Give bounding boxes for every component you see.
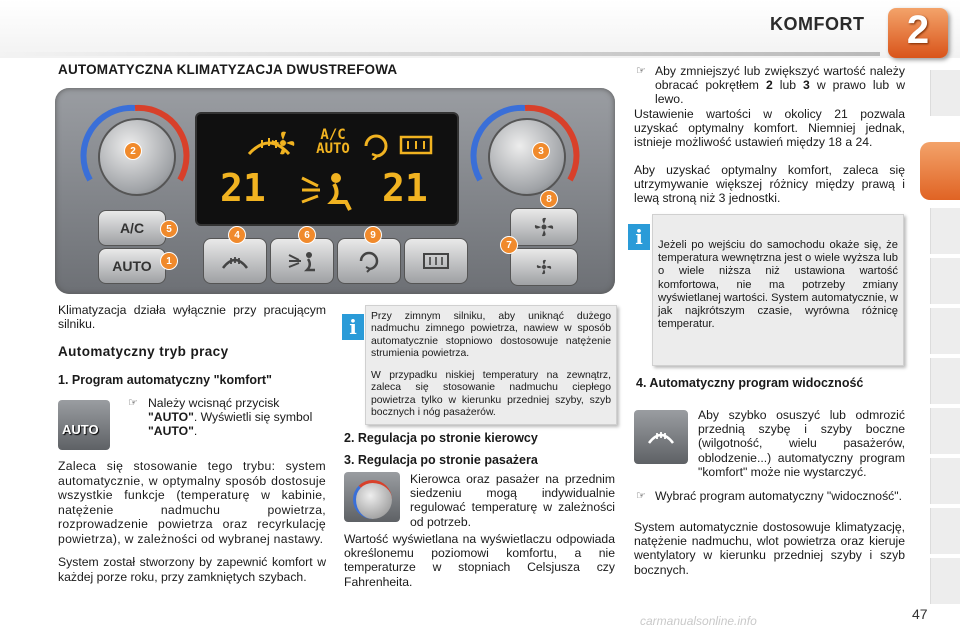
fan-large-icon (533, 216, 555, 238)
display-value-text: Wartość wyświetlana na wyświetlaczu odpowiada określonemu poziomowi komfortu, a nie temperaturze w stopniach Celsjusza czy Fahrenheita. (344, 532, 615, 589)
marker-8: 8 (540, 190, 558, 208)
optimal-value-text: Ustawienie wartości w okolicy 21 pozwala uzyskać optymalny komfort. Niemniej jednak, istnieje możliwość ustawień między 18 a 24. (634, 107, 905, 150)
side-tab[interactable] (930, 258, 960, 304)
windscreen-defrost-icon (220, 251, 250, 271)
info-temperature-text: Jeżeli po wejściu do samochodu okaże się, że temperatura wewnętrzna jest o wiele wyższa lub o wiele niższa niż ustawiona wartość komfortowa, nie ma potrzeby zmiany wyświetlanej wartości. System automatycznie, w jak najkrótszym czasie, wyrówna różnicę temperatur. (658, 239, 898, 331)
marker-5: 5 (160, 220, 178, 238)
marker-9: 9 (364, 226, 382, 244)
recirculation-icon (360, 132, 392, 160)
ac-button[interactable]: A/C (98, 210, 166, 246)
section-title: AUTOMATYCZNA KLIMATYZACJA DWUSTREFOWA (58, 62, 398, 77)
knob-thumbnail (344, 472, 400, 522)
page-number: 47 (912, 606, 928, 622)
auto-button-thumbnail (58, 400, 110, 450)
side-tab-active[interactable] (920, 142, 960, 200)
passenger-side-heading: 3. Regulacja po stronie pasażera (344, 453, 538, 467)
auto-instruction: Należy wcisnąć przycisk "AUTO". Wyświetli się symbol "AUTO". (148, 396, 313, 439)
marker-7: 7 (500, 236, 518, 254)
marker-6: 6 (298, 226, 316, 244)
program-comfort-heading: 1. Program automatyczny "komfort" (58, 373, 272, 387)
auto-mode-heading: Automatyczny tryb pracy (58, 344, 229, 359)
display-mode: A/C AUTO (316, 127, 350, 157)
side-tab[interactable] (930, 308, 960, 354)
visibility-instruction: Wybrać program automatyczny "widoczność". (655, 489, 902, 503)
intro-text: Klimatyzacja działa wyłącznie przy pracującym silniku. (58, 303, 326, 332)
fan-increase-button[interactable] (510, 208, 578, 246)
knob-thumbnail-dial (353, 480, 392, 519)
individual-regulation-text: Kierowca oraz pasażer na przednim siedzeniu mogą indywidualnie regulować temperaturę w zależności od potrzeb. (410, 472, 615, 529)
fan-small-icon (535, 258, 553, 276)
info-cold-engine-text: Przy zimnym silniku, aby uniknąć dużego nadmuchu zimnego powietrza, nawiew w sposób automatycznie stopniowo dostosowuje natężenie strumienia powietrza. (371, 311, 611, 360)
chapter-title: KOMFORT (770, 14, 865, 34)
auto-button[interactable]: AUTO (98, 248, 166, 284)
visibility-system-text: System automatycznie dostosowuje klimatyzację, natężenie nadmuchu, wlot powietrza oraz kieruje wentylatory w kierunku przedniej szyby i szyb bocznych. (634, 520, 905, 577)
auto-recommendation: Zaleca się stosowanie tego trybu: system automatycznie, w optymalny sposób dostosuje wszystkie funkcje (temperaturę w kabinie, natężenie nadmuchu powietrza, rozprowadzenie powietrza oraz recyrkulację powietrza), w zależności od wybranej nastawy. (58, 459, 326, 546)
air-distribution-button[interactable] (270, 238, 334, 284)
info-icon: i (628, 224, 650, 250)
chapter-number: 2 (906, 8, 930, 52)
right-temp-knob[interactable] (488, 118, 566, 196)
driver-side-heading: 2. Regulacja po stronie kierowcy (344, 431, 538, 445)
rear-window-defrost-icon (421, 251, 451, 271)
watermark: carmanualsonline.info (640, 614, 757, 628)
info-low-temp-text: W przypadku niskiej temperatury na zewnątrz, zaleca się stosowanie nadmuchu ciepłego powietrza tylko w kierunku przedniej szyby, szyb bocznych i nóg pasażerów. (371, 370, 611, 419)
marker-1: 1 (160, 252, 178, 270)
side-tab[interactable] (930, 508, 960, 554)
rear-defrost-icon (398, 134, 434, 156)
side-tab[interactable] (930, 358, 960, 404)
fan-icon (268, 128, 298, 158)
side-tab[interactable] (930, 408, 960, 454)
bullet-icon: ☞ (636, 65, 646, 77)
rear-defrost-button[interactable] (404, 238, 468, 284)
marker-3: 3 (532, 142, 550, 160)
auto-design-text: System został stworzony by zapewnić komfort w każdej porze roku, przy zamkniętych szybach. (58, 555, 326, 584)
visibility-program-heading: 4. Automatyczny program widoczność (636, 376, 864, 390)
bullet-icon: ☞ (636, 490, 646, 502)
info-icon: i (342, 314, 364, 340)
visibility-button[interactable] (203, 238, 267, 284)
air-distribution-icon (296, 168, 360, 212)
knob-turn-instruction: Aby zmniejszyć lub zwiększyć wartość należy obracać pokrętłem 2 lub 3 w prawo lub w lewo. (655, 64, 905, 107)
display-temp-left: 21 (220, 166, 266, 210)
header-rule (0, 52, 880, 56)
visibility-description: Aby szybko osuszyć lub odmrozić przednią szybę i szyby boczne (wilgotność, wielu pasażerów, oblodzenie...) automatyczny program "komfort" może nie wystarczyć. (698, 408, 905, 479)
side-tab[interactable] (930, 458, 960, 504)
visibility-button-thumbnail (634, 410, 688, 464)
marker-2: 2 (124, 142, 142, 160)
recirculation-icon (356, 249, 382, 273)
windscreen-defrost-icon (646, 426, 676, 446)
marker-4: 4 (228, 226, 246, 244)
display-temp-right: 21 (382, 166, 428, 210)
side-tab[interactable] (930, 208, 960, 254)
difference-text: Aby uzyskać optymalny komfort, zaleca się utrzymywanie większej różnicy między prawą i lewą stroną niż 3 jednostki. (634, 163, 905, 206)
bullet-icon: ☞ (128, 397, 138, 409)
fan-decrease-button[interactable] (510, 248, 578, 286)
side-tab[interactable] (930, 558, 960, 604)
thumbnail-label: AUTO (62, 422, 99, 437)
cold-engine-info (365, 305, 617, 425)
recirculation-button[interactable] (337, 238, 401, 284)
temperature-info (652, 214, 904, 366)
air-flow-icon (286, 249, 318, 273)
side-tab[interactable] (930, 70, 960, 116)
